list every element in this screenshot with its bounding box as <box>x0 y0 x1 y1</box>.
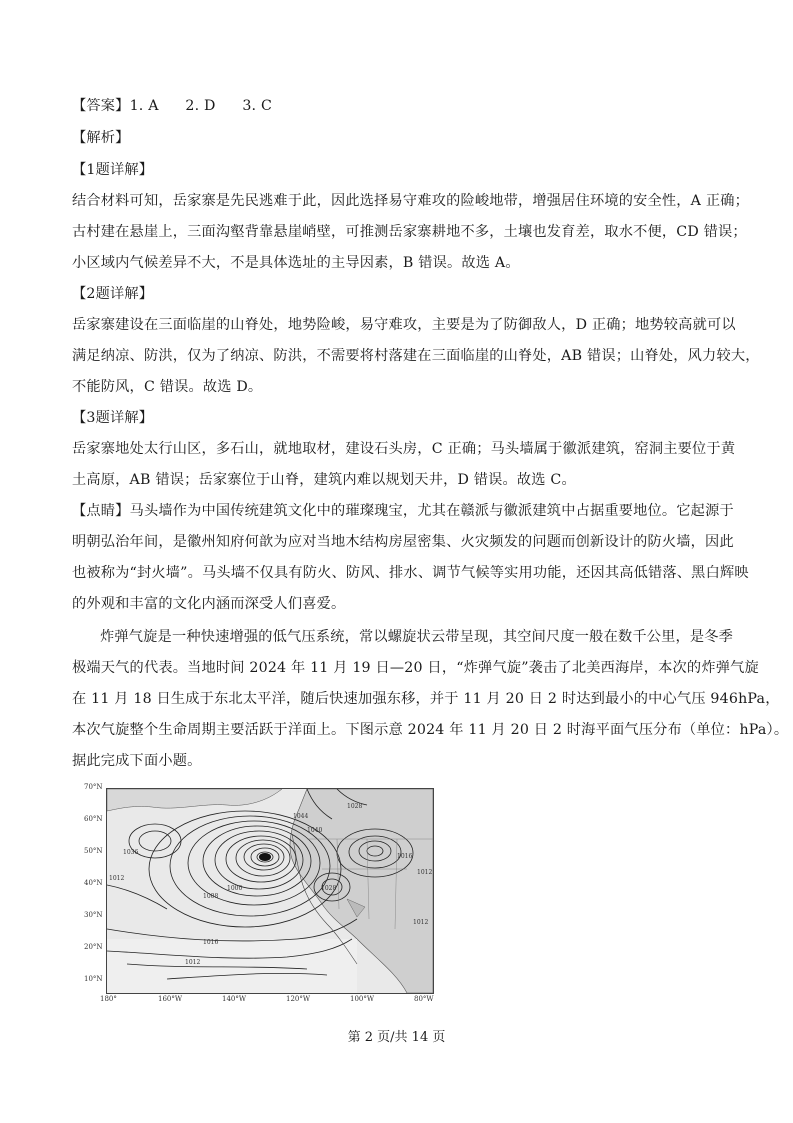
passage-line-2: 极端天气的代表。当地时间 2024 年 11 月 19 日—20 日，“炸弹气旋”袭击了北美西海岸，本次的炸弹气旋 <box>72 660 759 676</box>
q1-heading: 【1题详解】 <box>72 162 154 178</box>
passage-line-5: 据此完成下面小题。 <box>72 753 202 769</box>
note-line-1: 【点睛】马头墙作为中国传统建筑文化中的璀璨瑰宝，尤其在赣派与徽派建筑中占据重要地位。它起源于 <box>72 503 734 519</box>
passage-line-4: 本次气旋整个生命周期主要活跃于洋面上。下图示意 2024 年 11 月 20 日 2 时海平面气压分布（单位：hPa）。 <box>72 722 789 738</box>
isobar-label-1040: 1040 <box>307 827 323 834</box>
isobar-label-1016: 1016 <box>203 939 219 946</box>
isobar-label-1012-w: 1012 <box>109 875 125 882</box>
lon-label-80w: 80°W <box>414 995 434 1003</box>
isobar-label-1028-n: 1028 <box>347 803 363 810</box>
q1-line-1: 结合材料可知，岳家寨是先民逃难于此，因此选择易守难攻的险峻地带，增强居住环境的安全性，A 正确； <box>72 193 749 209</box>
q3-line-1: 岳家寨地处太行山区，多石山，就地取材，建设石头房，C 正确；马头墙属于徽派建筑，窑洞主要位于黄 <box>72 441 736 457</box>
q1-line-3: 小区域内气候差异不大，不是具体选址的主导因素，B 错误。故选 A。 <box>72 255 520 271</box>
isobar-label-1016-e: 1016 <box>397 853 413 860</box>
q2-line-2: 满足纳凉、防洪，仅为了纳凉、防洪，不需要将村落建在三面临崖的山脊处，AB 错误；山脊处，风力较大， <box>72 348 760 364</box>
lon-label-160w: 160°W <box>158 995 183 1003</box>
answer-item-2: 2. D <box>185 98 216 114</box>
isobar-label-1028: 1028 <box>321 885 337 892</box>
lon-label-100w: 100°W <box>350 995 375 1003</box>
q3-heading: 【3题详解】 <box>72 410 154 426</box>
answer-item-1: 1. A <box>129 98 159 114</box>
q2-line-3: 不能防风，C 错误。故选 D。 <box>72 379 263 395</box>
isobar-label-1044: 1044 <box>293 813 309 820</box>
lat-label-20: 20°N <box>84 943 103 951</box>
isobar-label-1012-s: 1012 <box>185 959 201 966</box>
lat-label-70: 70°N <box>84 783 103 791</box>
isobar-label-1012-ne: 1012 <box>417 869 433 876</box>
q1-line-2: 古村建在悬崖上，三面沟壑背靠悬崖峭壁，可推测岳家寨耕地不多，土壤也发育差，取水不便，CD 错误； <box>72 224 747 240</box>
answer-item-3: 3. C <box>242 98 273 114</box>
note-line-4: 的外观和丰富的文化内涵而深受人们喜爱。 <box>72 596 346 612</box>
lon-label-120w: 120°W <box>286 995 311 1003</box>
isobar-label-1000: 1000 <box>227 885 243 892</box>
analysis-label: 【解析】 <box>72 130 130 146</box>
lon-label-180: 180° <box>100 995 117 1003</box>
isobar-label-1008: 1008 <box>203 893 219 900</box>
q2-heading: 【2题详解】 <box>72 286 154 302</box>
note-line-3: 也被称为“封火墙”。马头墙不仅具有防火、防风、排水、调节气候等实用功能，还因其高低错落、黑白辉映 <box>72 565 749 581</box>
answer-label: 【答案】 <box>72 98 130 114</box>
pressure-map-svg <box>107 789 433 993</box>
isobar-label-1012-e: 1012 <box>413 919 429 926</box>
note-line-2: 明朝弘治年间，是徽州知府何歆为应对当地木结构房屋密集、火灾频发的问题而创新设计的防火墙，因此 <box>72 534 734 550</box>
passage-line-3: 在 11 月 18 日生成于东北太平洋，随后快速加强东移，并于 11 月 20 日 2 时达到最小的中心气压 946hPa， <box>72 691 780 707</box>
lat-label-30: 30°N <box>84 911 103 919</box>
sea-level-pressure-map <box>106 788 434 994</box>
q3-line-2: 土高原，AB 错误；岳家寨位于山脊，建筑内难以规划天井，D 错误。故选 C。 <box>72 472 576 488</box>
passage-line-1: 炸弹气旋是一种快速增强的低气压系统，常以螺旋状云带呈现，其空间尺度一般在数千公里，是冬季 <box>100 629 734 645</box>
answer-line <box>72 96 272 116</box>
lat-label-10: 10°N <box>84 975 103 983</box>
isobar-label-1036: 1036 <box>123 849 139 856</box>
lat-label-50: 50°N <box>84 847 103 855</box>
lat-label-40: 40°N <box>84 879 103 887</box>
page-footer: 第 2 页/共 14 页 <box>347 1030 446 1045</box>
lat-label-60: 60°N <box>84 815 103 823</box>
lon-label-140w: 140°W <box>222 995 247 1003</box>
q2-line-1: 岳家寨建设在三面临崖的山脊处，地势险峻，易守难攻，主要是为了防御敌人，D 正确；地势较高就可以 <box>72 317 736 333</box>
note-label: 【点睛】 <box>72 503 130 519</box>
